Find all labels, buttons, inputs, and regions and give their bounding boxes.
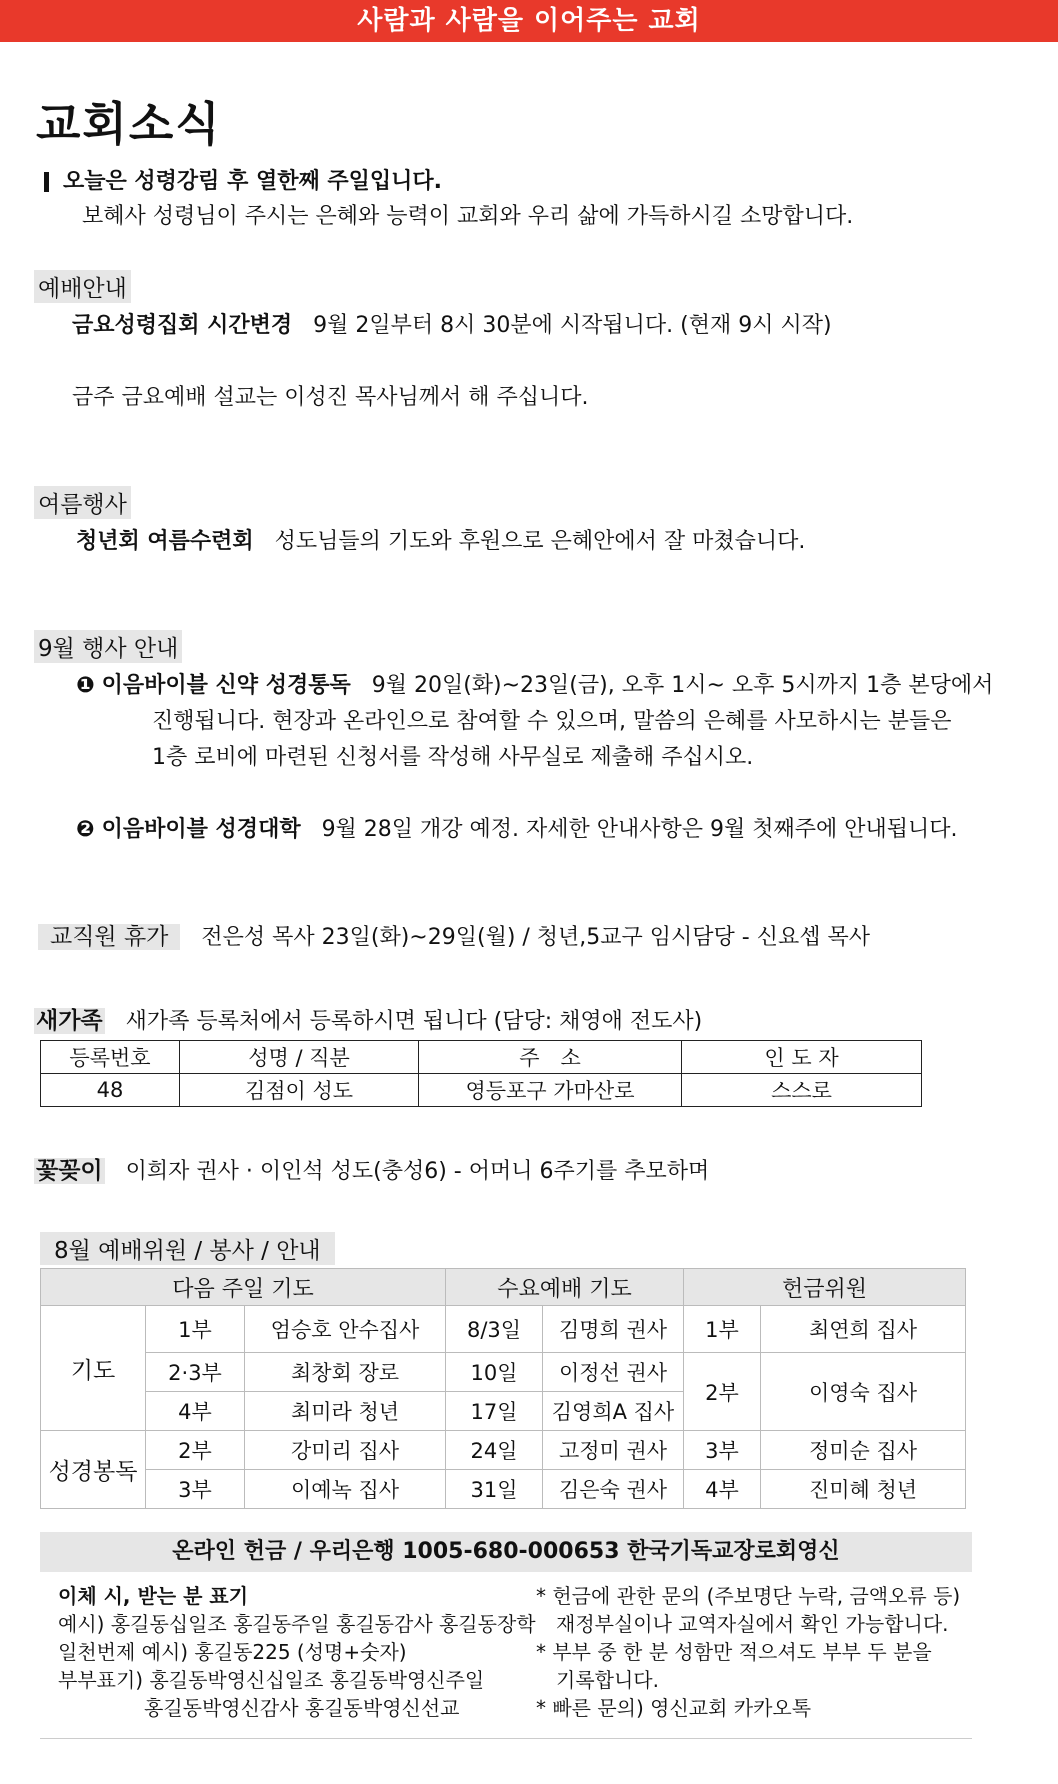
wednesday-date: 10일 [446, 1353, 543, 1392]
wednesday-name: 고정미 권사 [543, 1431, 684, 1470]
sunday-name: 엄승호 안수집사 [245, 1306, 446, 1353]
header-banner: 사람과 사람을 이어주는 교회 [0, 0, 1058, 42]
summer-heading: 여름행사 [34, 486, 131, 519]
newfamily-header-row [41, 1041, 922, 1074]
worship-item-2: 금주 금요예배 설교는 이성진 목사님께서 해 주십니다. [72, 385, 589, 410]
intro-line-1: 오늘은 성령강림 후 열한째 주일입니다. [44, 164, 442, 195]
offering-name: 진미혜 청년 [761, 1470, 966, 1509]
worship-heading: 예배안내 [34, 270, 131, 303]
cell-guide: 스스로 [682, 1074, 922, 1107]
note-line: 기록합니다. [556, 1668, 659, 1692]
online-right-notes [536, 1582, 976, 1722]
offering-name: 정미순 집사 [761, 1431, 966, 1470]
header-reg-number: 등록번호 [41, 1041, 180, 1074]
offering-part: 2부 [684, 1353, 761, 1431]
table-row [41, 1306, 966, 1353]
newfamily-table [40, 1040, 922, 1107]
table-row [41, 1431, 966, 1470]
bottom-divider [40, 1738, 972, 1739]
offering-part: 3부 [684, 1431, 761, 1470]
offering-name: 이영숙 집사 [761, 1353, 966, 1431]
sunday-part: 4부 [146, 1392, 245, 1431]
newfamily-line: 새가족 새가족 등록처에서 등록하시면 됩니다 (담당: 채영애 전도사) [36, 1008, 703, 1034]
wednesday-date: 8/3일 [446, 1306, 543, 1353]
september-item-1: ❶ 이음바이블 신약 성경통독 9월 20일(화)~23일(금), 오후 1시~ 오후 5시까지 1층 본당에서 [76, 673, 994, 698]
cell-name: 김점이 성도 [180, 1074, 419, 1107]
note-line: 재정부실이나 교역자실에서 확인 가능합니다. [556, 1612, 949, 1636]
example-line: 일천번제 예시) 홍길동225 (성명+숫자) [58, 1640, 407, 1664]
sunday-part: 1부 [146, 1306, 245, 1353]
page-title: 교회소식 [36, 97, 222, 151]
online-left-notes [58, 1582, 538, 1722]
august-heading: 8월 예배위원 / 봉사 / 안내 [40, 1232, 335, 1265]
wednesday-name: 김영희A 집사 [543, 1392, 684, 1431]
offering-part: 1부 [684, 1306, 761, 1353]
offering-name: 최연희 집사 [761, 1306, 966, 1353]
sunday-part: 2·3부 [146, 1353, 245, 1392]
offering-part: 4부 [684, 1470, 761, 1509]
table-row [41, 1470, 966, 1509]
september-heading: 9월 행사 안내 [34, 630, 182, 663]
flowers-line: 꽃꽂이 이희자 권사 · 이인석 성도(충성6) - 어머니 6주기를 추모하며 [36, 1158, 710, 1184]
staff-leave: 교직원 휴가 전은성 목사 23일(화)~29일(월) / 청년,5교구 임시담당 - 신요셉 목사 [38, 918, 870, 951]
header-name: 성명 / 직분 [180, 1041, 419, 1074]
example-line: 홍길동박영신감사 홍길동박영신선교 [144, 1696, 460, 1720]
note-line: * 부부 중 한 분 성함만 적으셔도 부부 두 분을 [536, 1640, 932, 1664]
bullet-bar-icon [44, 172, 49, 192]
header-sunday-prayer: 다음 주일 기도 [41, 1269, 446, 1306]
header-guide: 인 도 자 [682, 1041, 922, 1074]
header-offering: 헌금위원 [684, 1269, 966, 1306]
september-item-2: ❷ 이음바이블 성경대학 9월 28일 개강 예정. 자세한 안내사항은 9월 첫째주에 안내됩니다. [76, 817, 958, 842]
september-item-1-line-2: 진행됩니다. 현장과 온라인으로 참여할 수 있으며, 말씀의 은혜를 사모하시는 분들은 [152, 709, 952, 734]
cell-reg-number: 48 [41, 1074, 180, 1107]
summer-item: 청년회 여름수련회 성도님들의 기도와 후원으로 은혜안에서 잘 마쳤습니다. [76, 529, 806, 554]
sunday-name: 이예녹 집사 [245, 1470, 446, 1509]
online-offering-heading: 온라인 헌금 / 우리은행 1005-680-000653 한국기독교장로회영신 [40, 1532, 972, 1572]
sunday-name: 강미리 집사 [245, 1431, 446, 1470]
intro-line-2: 보혜사 성령님이 주시는 은혜와 능력이 교회와 우리 삶에 가득하시길 소망합니다. [82, 204, 854, 229]
example-line: 부부표기) 홍길동박영신십일조 홍길동박영신주일 [58, 1668, 485, 1692]
note-line: * 헌금에 관한 문의 (주보명단 누락, 금액오류 등) [536, 1584, 961, 1608]
wednesday-date: 17일 [446, 1392, 543, 1431]
prayer-label: 기도 [41, 1306, 146, 1431]
wednesday-date: 24일 [446, 1431, 543, 1470]
table-row [41, 1074, 922, 1107]
wednesday-name: 이정선 권사 [543, 1353, 684, 1392]
august-table [40, 1268, 966, 1509]
sunday-part: 3부 [146, 1470, 245, 1509]
wednesday-name: 김명희 권사 [543, 1306, 684, 1353]
example-line: 예시) 홍길동십일조 홍길동주일 홍길동감사 홍길동장학 [58, 1612, 536, 1636]
header-wednesday-prayer: 수요예배 기도 [446, 1269, 684, 1306]
transfer-label: 이체 시, 받는 분 표기 [58, 1584, 249, 1608]
wednesday-name: 김은숙 권사 [543, 1470, 684, 1509]
table-row [41, 1353, 966, 1392]
september-item-1-line-3: 1층 로비에 마련된 신청서를 작성해 사무실로 제출해 주십시오. [152, 745, 754, 770]
sunday-name: 최미라 청년 [245, 1392, 446, 1431]
worship-item-1: 금요성령집회 시간변경 9월 2일부터 8시 30분에 시작됩니다. (현재 9시 시작) [72, 313, 832, 338]
note-line: * 빠른 문의) 영신교회 카카오톡 [536, 1696, 812, 1720]
august-header-row [41, 1269, 966, 1306]
reading-label: 성경봉독 [41, 1431, 146, 1509]
header-address: 주 소 [419, 1041, 682, 1074]
wednesday-date: 31일 [446, 1470, 543, 1509]
cell-address: 영등포구 가마산로 [419, 1074, 682, 1107]
sunday-name: 최창회 장로 [245, 1353, 446, 1392]
sunday-part: 2부 [146, 1431, 245, 1470]
